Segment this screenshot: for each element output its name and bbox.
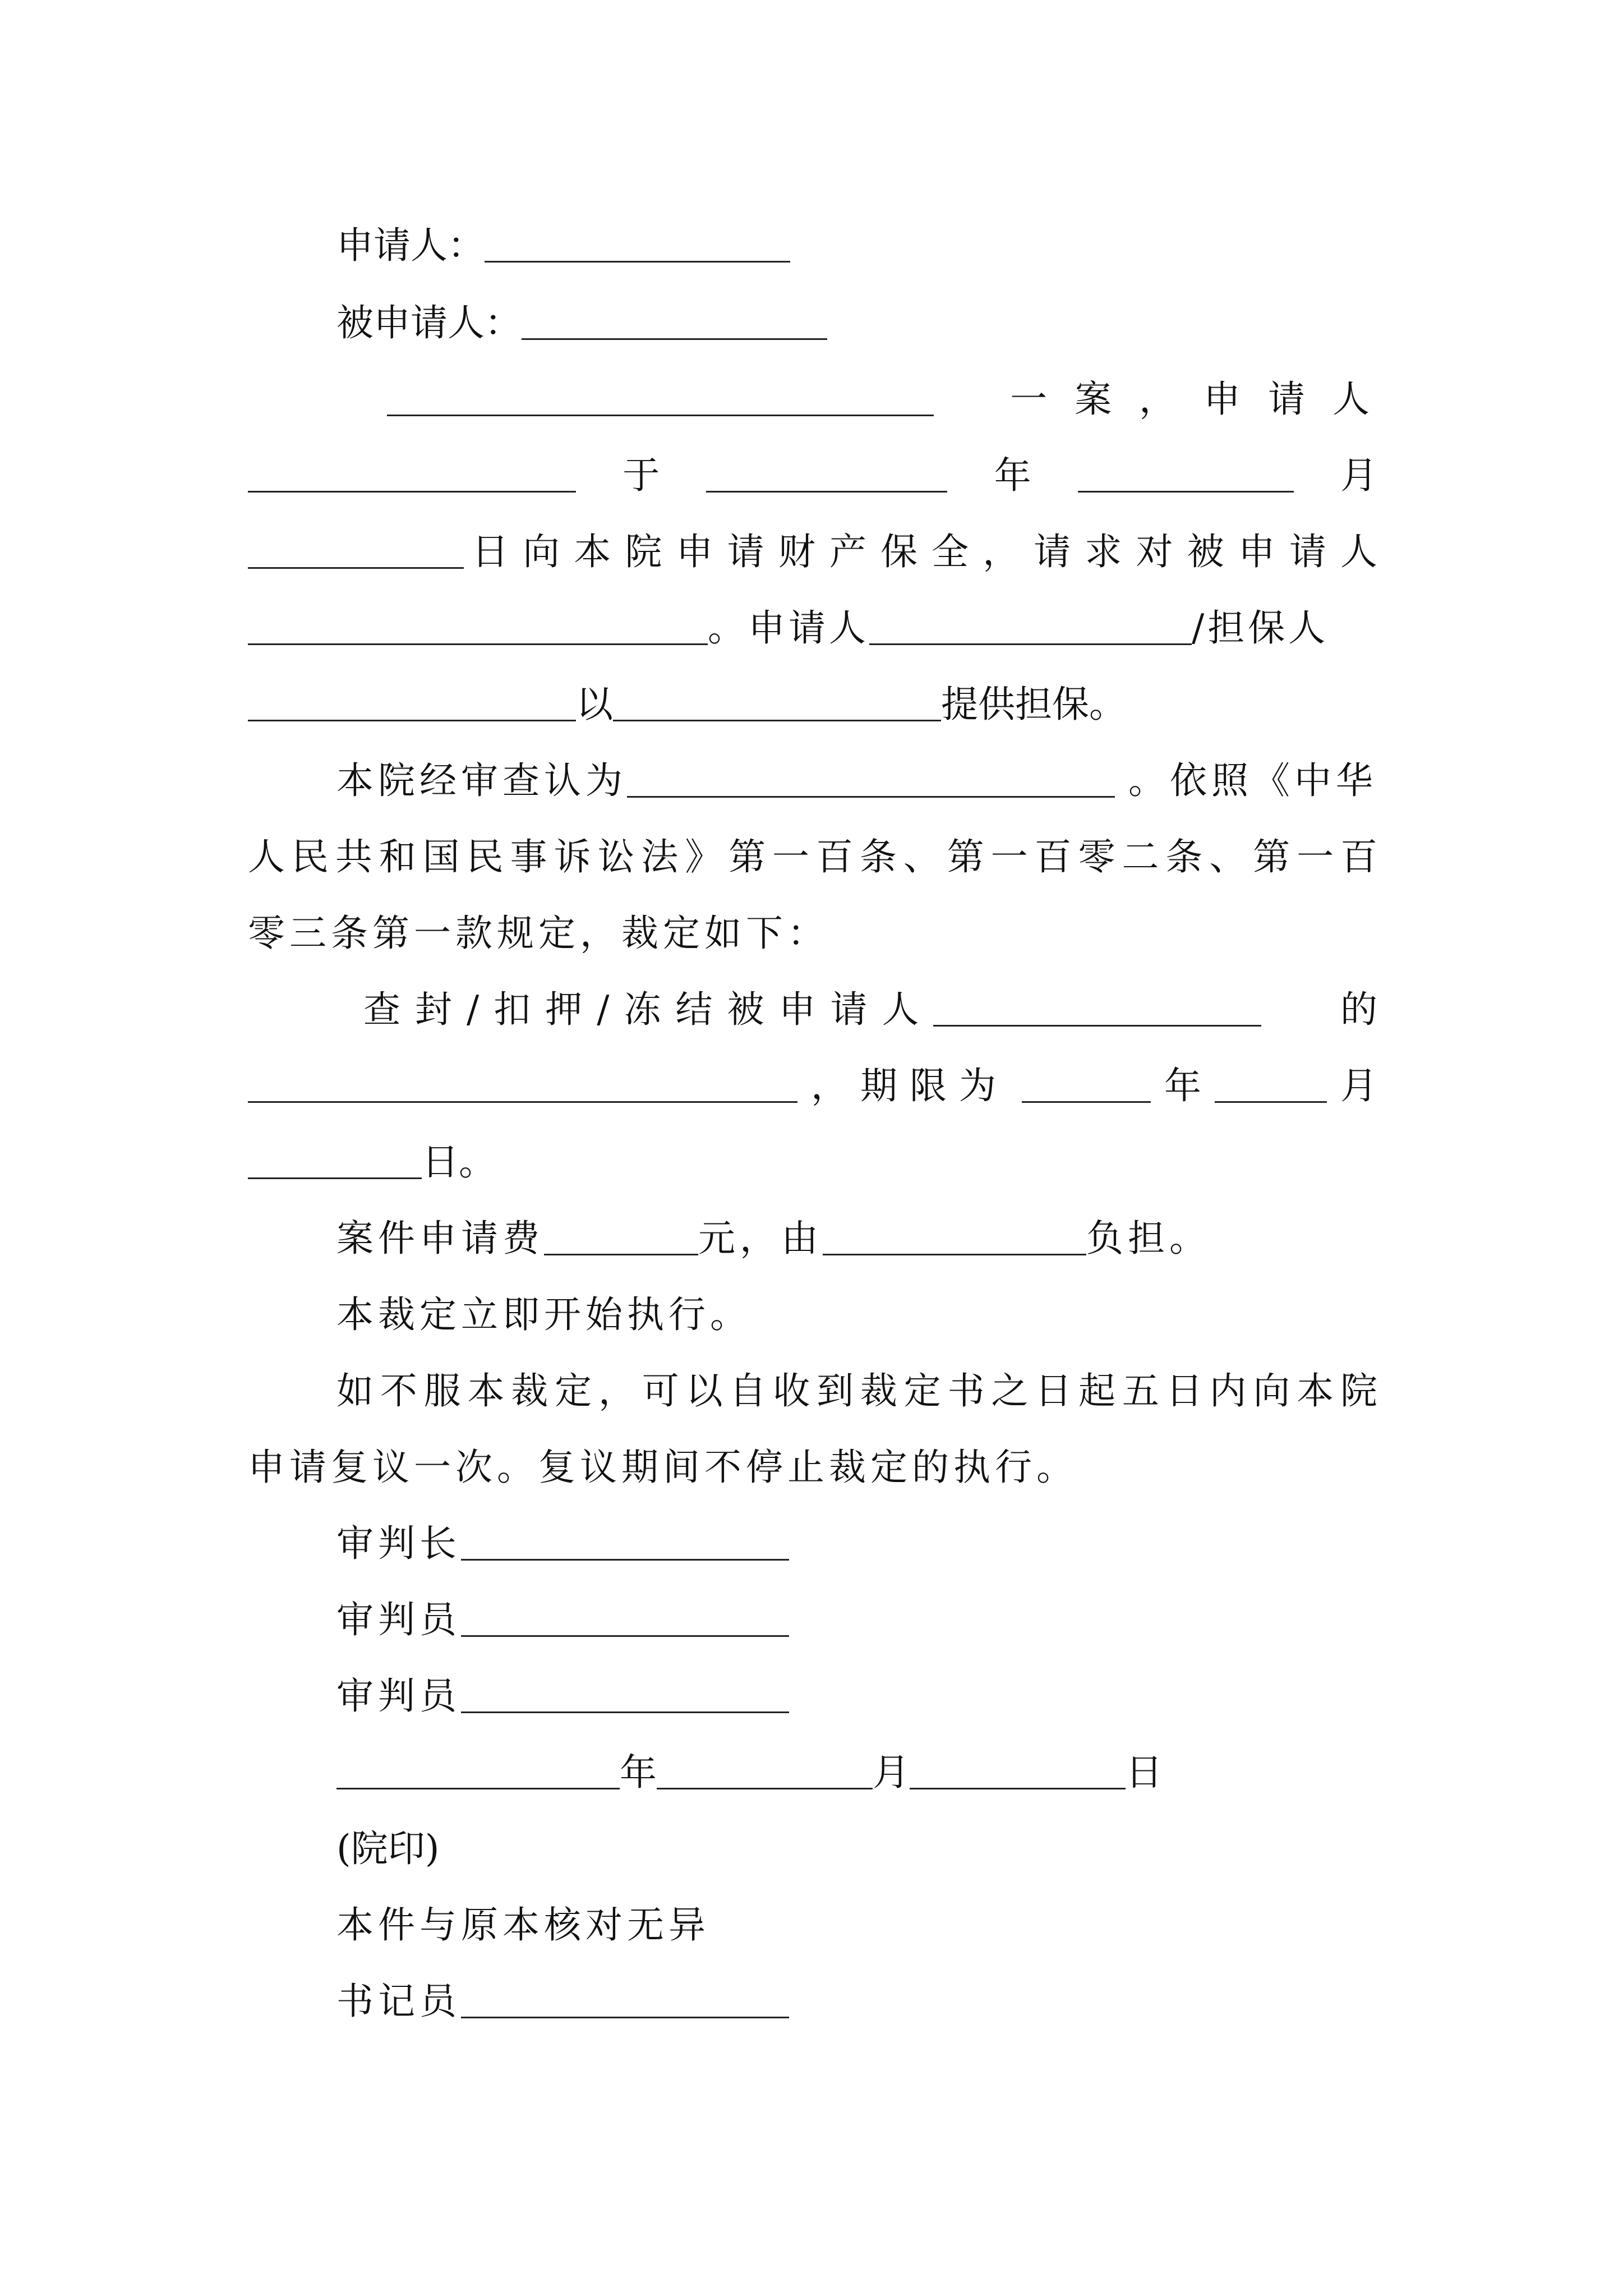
with-label: 以 [576,683,613,726]
apply-month-label: 月 [1340,454,1377,497]
case-line-3 [248,514,1377,590]
fee-amount-blank[interactable] [544,1222,698,1255]
seal-line [336,1811,1466,1887]
period-day-blank[interactable] [248,1146,422,1179]
review-label: 本院经审查认为 [336,759,627,802]
order-line-2 [248,1048,1377,1124]
execution-text: 本裁定立即开始执行。 [336,1293,751,1336]
case-line-4 [248,590,1377,666]
order-line-1 [363,972,1377,1048]
apply-year-blank[interactable] [706,459,947,493]
case-name-blank[interactable] [387,383,934,416]
ruling-day-blank[interactable] [910,1756,1126,1789]
guarantor-label: /担保人 [1192,606,1329,650]
period-year-label: 年 [1164,1064,1201,1107]
appeal-text-1: 如不服本裁定，可以自收到裁定书之日起五日内向本院 [336,1369,1377,1412]
guarantor-blank[interactable] [248,688,576,721]
apply-month-blank[interactable] [1078,459,1294,493]
case-intro-text: 一 案 ， 申 请 人 [1010,378,1377,421]
applicant-ref-blank[interactable] [869,612,1192,645]
chief-judge-blank[interactable] [461,1527,789,1561]
judge-2-blank[interactable] [461,1680,789,1713]
period-month-blank[interactable] [1215,1070,1327,1103]
reasoning-line-2 [248,819,1377,895]
at-label: 于 [623,454,660,497]
judge-1-line [336,1582,1466,1658]
execution-line [336,1277,1466,1353]
clerk-line [336,1963,1466,2040]
guarantee-means-blank[interactable] [613,688,941,721]
respondent-property-owner-blank[interactable] [933,993,1261,1027]
period-label: ，期限为 [811,1064,1008,1107]
apply-day-blank[interactable] [248,536,464,569]
applicant-line [336,208,1466,284]
date-line [336,1734,1466,1811]
review-finding-blank[interactable] [627,765,1115,798]
chief-judge-label: 审判长 [336,1522,461,1565]
property-blank[interactable] [248,1070,797,1103]
legal-basis-text: 人民共和国民事诉讼法》第一百条、第一百零二条、第一百 [248,835,1377,878]
reasoning-line-3 [248,895,1377,972]
applicant-ref-label: 。申请人 [708,606,869,650]
judge-2-line [336,1658,1466,1734]
appeal-text-2: 申请复议一次。复议期间不停止裁定的执行。 [248,1446,1078,1489]
legal-basis-start: 。依照《中华 [1128,759,1377,802]
order-line-3 [248,1124,1377,1200]
clerk-blank[interactable] [461,1985,789,2018]
apply-request-text: 日向本院申请财产保全，请求对被申请人 [472,530,1377,573]
ruling-day-label: 日 [1126,1751,1163,1794]
case-line-5 [248,666,1377,743]
case-line-2 [248,438,1377,514]
appeal-line-1 [336,1353,1377,1429]
fee-label: 案件申请费 [336,1217,544,1260]
ruling-month-label: 月 [873,1751,910,1794]
case-line-1 [387,361,1377,438]
applicant-name-blank[interactable] [248,459,576,493]
seizure-text: 查封/扣押/冻结被申请人 [363,988,934,1031]
apply-year-label: 年 [994,454,1031,497]
reasoning-line-1 [336,743,1377,819]
request-content-blank[interactable] [248,612,708,645]
verification-text: 本件与原本核对无异 [336,1903,710,1947]
fee-burden-label: 负担。 [1086,1217,1211,1260]
fee-payer-blank[interactable] [823,1222,1086,1255]
applicant-blank[interactable] [485,229,790,263]
ruling-year-blank[interactable] [336,1756,620,1789]
fee-unit-label: 元，由 [698,1217,823,1260]
period-year-blank[interactable] [1022,1070,1151,1103]
period-month-label: 月 [1340,1064,1377,1107]
period-day-label: 日。 [422,1140,496,1184]
respondent-blank[interactable] [522,307,827,340]
judge-1-label: 审判员 [336,1598,461,1641]
judge-1-blank[interactable] [461,1604,789,1637]
verification-line [336,1887,1466,1963]
applicant-label: 申请人： [336,224,485,267]
provide-guarantee-text: 提供担保。 [941,683,1126,726]
respondent-line [336,285,1466,361]
fee-line [336,1200,1466,1277]
court-seal-label: (院印) [336,1827,440,1870]
ruling-intro: 零三条第一款规定，裁定如下： [248,912,829,955]
appeal-line-2 [248,1429,1377,1506]
ruling-year-label: 年 [620,1751,657,1794]
chief-judge-line [336,1506,1466,1582]
clerk-label: 书记员 [336,1980,461,2023]
respondent-label: 被申请人： [336,301,522,344]
judge-2-label: 审判员 [336,1674,461,1718]
possessive-label: 的 [1340,988,1377,1031]
ruling-month-blank[interactable] [657,1756,873,1789]
